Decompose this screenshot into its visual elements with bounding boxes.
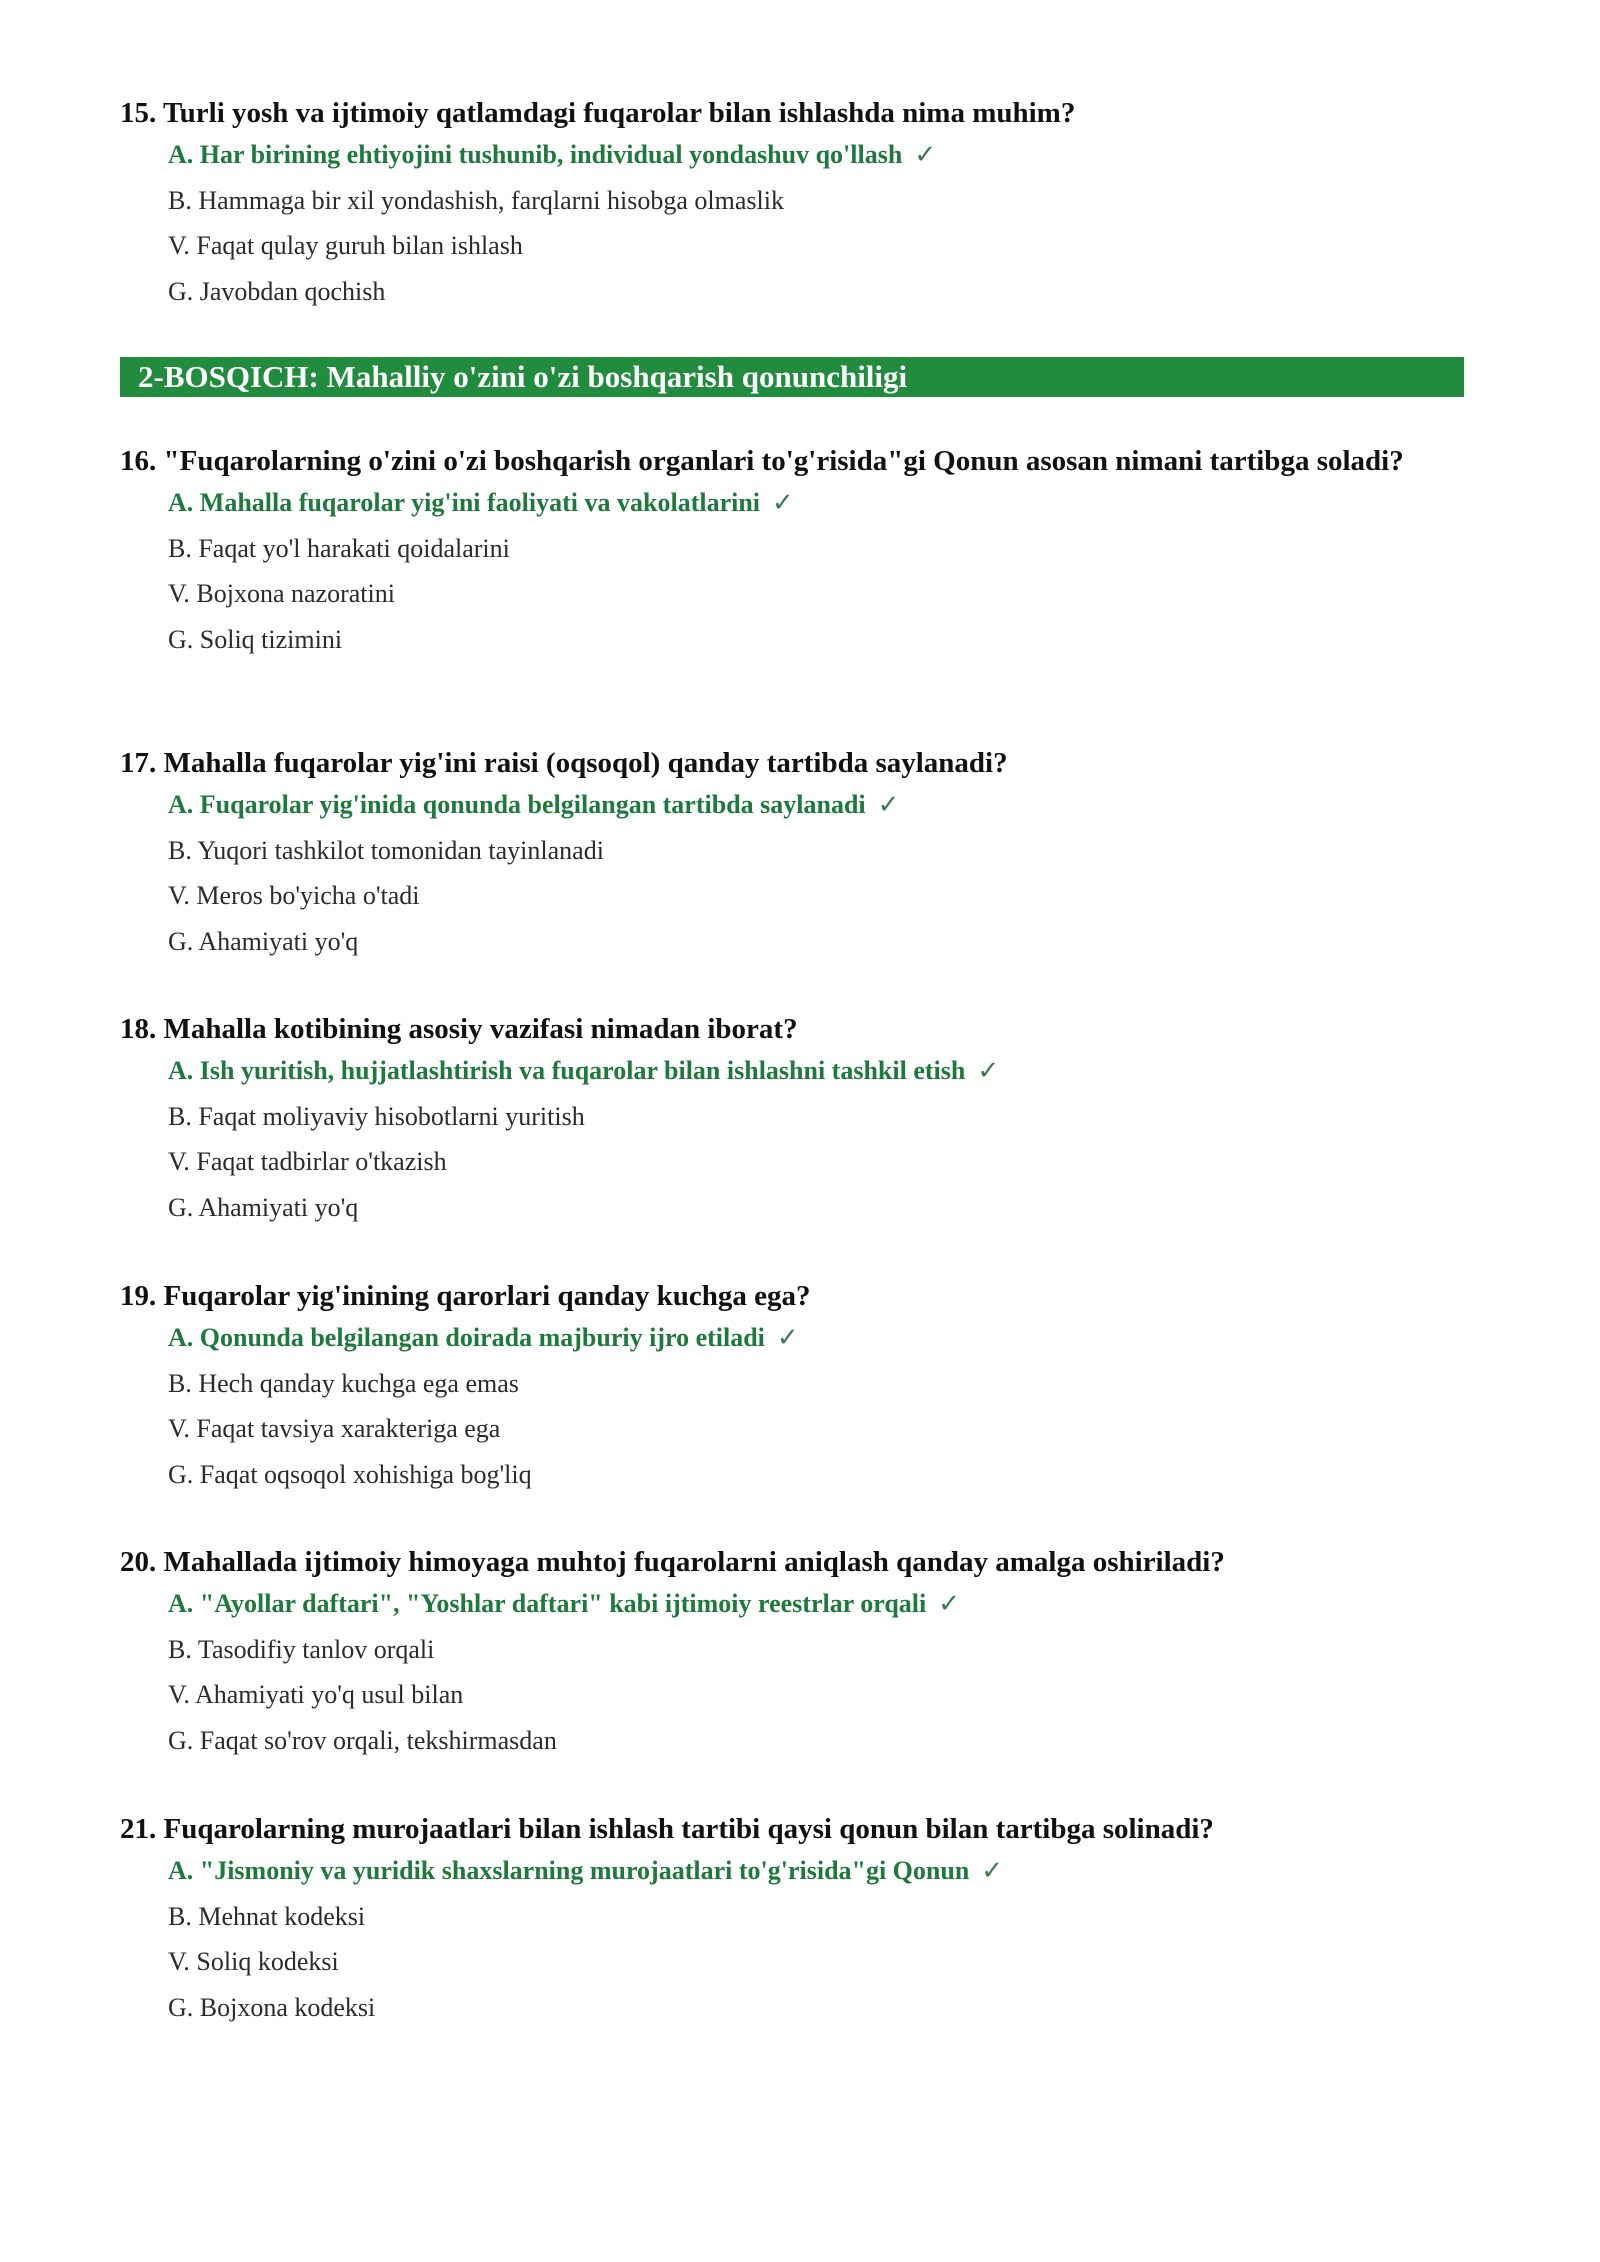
- option: G. Soliq tizimini: [168, 624, 343, 654]
- question-title: 16. "Fuqarolarning o'zini o'zi boshqarish organlari to'g'risida"gi Qonun asosan nimani tartibga soladi?: [120, 445, 1404, 477]
- option-correct: [168, 487, 1464, 518]
- option-correct: [168, 139, 1464, 170]
- check-icon: ✓: [977, 1056, 1000, 1085]
- check-icon: ✓: [776, 1323, 799, 1352]
- question-title: 21. Fuqarolarning murojaatlari bilan ishlash tartibi qaysi qonun bilan tartibga solinadi?: [120, 1813, 1214, 1845]
- question-17: [120, 745, 1464, 971]
- question-18: [120, 1011, 1464, 1237]
- option: B. Tasodifiy tanlov orqali: [168, 1634, 435, 1664]
- option-correct: [168, 1322, 1464, 1353]
- check-icon: ✓: [772, 488, 794, 517]
- option: G. Faqat oqsoqol xohishiga bog'liq: [168, 1459, 532, 1489]
- option: G. Ahamiyati yo'q: [168, 926, 359, 956]
- options-list: [168, 1322, 1464, 1490]
- option-label: A. Fuqarolar yig'inida qonunda belgilangan tartibda saylanadi: [168, 790, 866, 819]
- options-list: [168, 1055, 1464, 1223]
- option: G. Ahamiyati yo'q: [168, 1192, 359, 1222]
- option-correct: [168, 1055, 1464, 1086]
- option: G. Javobdan qochish: [168, 276, 386, 306]
- option: B. Yuqori tashkilot tomonidan tayinlanadi: [168, 835, 604, 865]
- option: V. Faqat tadbirlar o'tkazish: [168, 1147, 447, 1176]
- question-16: [120, 443, 1464, 669]
- section-header: [120, 357, 1464, 397]
- option-label: A. Har birining ehtiyojini tushunib, individual yondashuv qo'llash: [168, 140, 903, 169]
- option: V. Soliq kodeksi: [168, 1947, 339, 1976]
- question-title: 19. Fuqarolar yig'inining qarorlari qanday kuchga ega?: [120, 1280, 811, 1312]
- question-19: [120, 1278, 1464, 1504]
- options-list: [168, 487, 1464, 655]
- option-label: A. "Jismoniy va yuridik shaxslarning murojaatlari to'g'risida"gi Qonun: [168, 1856, 970, 1885]
- check-icon: ✓: [877, 790, 900, 819]
- options-list: [168, 1588, 1464, 1756]
- question-title: 15. Turli yosh va ijtimoiy qatlamdagi fuqarolar bilan ishlashda nima muhim?: [120, 97, 1076, 129]
- option: B. Hech qanday kuchga ega emas: [168, 1368, 519, 1398]
- question-title: 20. Mahallada ijtimoiy himoyaga muhtoj fuqarolarni aniqlash qanday amalga oshiriladi?: [120, 1546, 1225, 1578]
- option: V. Ahamiyati yo'q usul bilan: [168, 1680, 464, 1709]
- check-icon: ✓: [914, 140, 937, 169]
- option-label: A. Mahalla fuqarolar yig'ini faoliyati va vakolatlarini: [168, 488, 761, 517]
- question-title: 17. Mahalla fuqarolar yig'ini raisi (oqsoqol) qanday tartibda saylanadi?: [120, 747, 1008, 779]
- option: G. Bojxona kodeksi: [168, 1992, 376, 2022]
- option: V. Faqat tavsiya xarakteriga ega: [168, 1414, 501, 1443]
- option: V. Meros bo'yicha o'tadi: [168, 881, 420, 910]
- check-icon: ✓: [981, 1856, 1004, 1885]
- check-icon: ✓: [938, 1589, 961, 1618]
- option-correct: [168, 789, 1464, 820]
- option-correct: [168, 1855, 1464, 1886]
- option-label: A. Ish yuritish, hujjatlashtirish va fuqarolar bilan ishlashni tashkil etish: [168, 1056, 966, 1085]
- question-20: [120, 1544, 1464, 1770]
- option: G. Faqat so'rov orqali, tekshirmasdan: [168, 1725, 557, 1755]
- question-15: [120, 95, 1464, 321]
- option: B. Mehnat kodeksi: [168, 1901, 366, 1931]
- question-title: 18. Mahalla kotibining asosiy vazifasi nimadan iborat?: [120, 1013, 798, 1045]
- option: B. Hammaga bir xil yondashish, farqlarni hisobga olmaslik: [168, 185, 784, 215]
- options-list: [168, 1855, 1464, 2023]
- option: B. Faqat moliyaviy hisobotlarni yuritish: [168, 1101, 585, 1131]
- option: B. Faqat yo'l harakati qoidalarini: [168, 533, 510, 563]
- section-title: 2-BOSQICH: Mahalliy o'zini o'zi boshqarish qonunchiligi: [138, 359, 908, 394]
- option-label: A. Qonunda belgilangan doirada majburiy ijro etiladi: [168, 1323, 765, 1352]
- options-list: [168, 789, 1464, 957]
- option-correct: [168, 1588, 1464, 1619]
- option: V. Bojxona nazoratini: [168, 579, 395, 608]
- option-label: A. "Ayollar daftari", "Yoshlar daftari" kabi ijtimoiy reestrlar orqali: [168, 1589, 927, 1618]
- question-21: [120, 1811, 1464, 2037]
- options-list: [168, 139, 1464, 307]
- option: V. Faqat qulay guruh bilan ishlash: [168, 231, 523, 260]
